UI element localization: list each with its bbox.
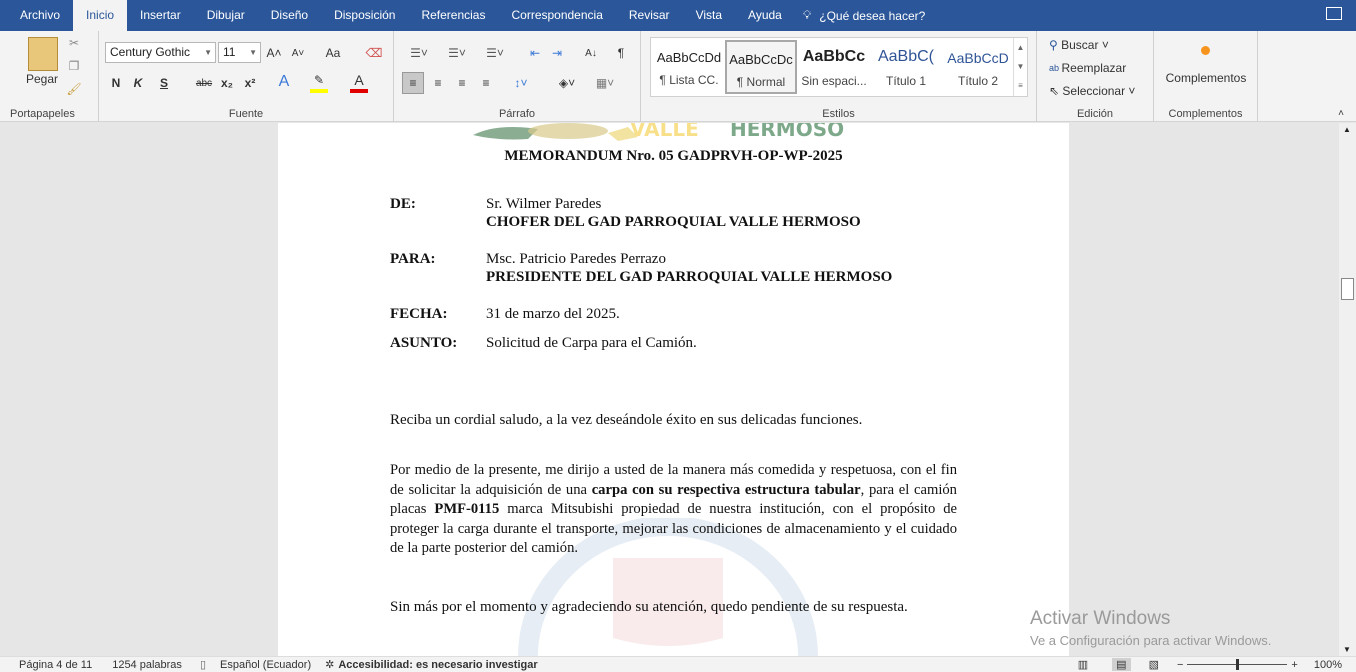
zoom-in-button[interactable]: + bbox=[1291, 658, 1298, 671]
bullets-icon[interactable]: ☰˅ bbox=[410, 46, 428, 60]
web-layout-icon[interactable]: ▧ bbox=[1148, 659, 1159, 671]
tab-inicio[interactable]: Inicio bbox=[73, 0, 127, 31]
styles-scroll[interactable]: ▲ ▼ ≡ bbox=[1013, 38, 1027, 96]
ribbon bbox=[0, 31, 1356, 122]
line-spacing-icon[interactable]: ↕˅ bbox=[514, 76, 528, 90]
style-titulo-2[interactable] bbox=[942, 40, 1014, 94]
style-name: ¶ Lista CC. bbox=[659, 73, 719, 87]
clear-formatting-icon[interactable]: ⌫ bbox=[365, 46, 383, 60]
tab-diseno[interactable]: Diseño bbox=[270, 8, 309, 22]
paste-icon[interactable] bbox=[28, 37, 58, 71]
tell-me-text: ¿Qué desea hacer? bbox=[819, 8, 926, 23]
increase-indent-icon[interactable]: ⇥ bbox=[551, 46, 563, 60]
tab-revisar[interactable]: Revisar bbox=[628, 8, 670, 22]
comments-icon[interactable] bbox=[1326, 7, 1342, 20]
body-text: Por medio de la presente, me dirijo a usted de la manera más comedida y respetuosa, con el fin de solicitar la adquisición de una bbox=[390, 462, 957, 498]
italic-button[interactable]: K bbox=[133, 76, 143, 90]
tab-disposicion[interactable]: Disposición bbox=[334, 8, 396, 22]
font-label: Fuente bbox=[228, 108, 264, 120]
field-label-para: PARA: bbox=[390, 251, 436, 267]
accessibility-icon[interactable]: ✲ bbox=[325, 659, 335, 671]
justify-icon[interactable]: ≡ bbox=[482, 76, 490, 90]
language[interactable]: Español (Ecuador) bbox=[220, 658, 312, 671]
zoom-slider-thumb[interactable] bbox=[1236, 659, 1239, 670]
tab-ayuda[interactable]: Ayuda bbox=[748, 8, 782, 22]
page-count[interactable]: Página 4 de 11 bbox=[19, 658, 93, 671]
body-bold-text: carpa con su respectiva estructura tabular bbox=[591, 481, 861, 498]
body-bold-text: PMF-0115 bbox=[434, 501, 500, 517]
cursor-icon: ⇖ bbox=[1049, 84, 1063, 98]
vertical-scrollbar[interactable] bbox=[1339, 123, 1356, 656]
field-label-asunto: ASUNTO: bbox=[390, 335, 458, 351]
borders-icon[interactable]: ▦˅ bbox=[595, 76, 615, 90]
greeting-paragraph: Reciba un cordial saludo, a la vez deseándole éxito en sus delicadas funciones. bbox=[390, 412, 863, 428]
style-normal[interactable] bbox=[725, 40, 797, 94]
tab-dibujar[interactable]: Dibujar bbox=[206, 8, 245, 22]
numbering-icon[interactable]: ☰˅ bbox=[448, 46, 466, 60]
clipboard-group bbox=[0, 31, 99, 122]
svg-text:HERMOSO: HERMOSO bbox=[730, 123, 845, 141]
underline-button[interactable]: S bbox=[159, 76, 168, 90]
addins-group bbox=[1154, 31, 1258, 122]
collapse-ribbon-icon[interactable]: ˄ bbox=[1338, 107, 1344, 119]
format-painter-icon[interactable]: 🖌︎ bbox=[66, 82, 82, 96]
ribbon-tabs bbox=[0, 0, 1356, 31]
show-formatting-icon[interactable]: ¶ bbox=[617, 46, 625, 60]
editing-group bbox=[1037, 31, 1154, 122]
body-text: marca Mitsubishi propiedad de nuestra institución, con el propósito de proteger la carga durante el transporte, mejorar las condiciones de almacenamiento y el cuidado de la parte posterior del camión. bbox=[390, 501, 957, 556]
text-effects-icon[interactable]: A bbox=[278, 73, 290, 90]
closing-paragraph: Sin más por el momento y agradeciendo su atención, quedo pendiente de su respuesta. bbox=[390, 599, 908, 615]
replace-button[interactable] bbox=[1049, 59, 1126, 77]
addins-icon bbox=[1201, 46, 1210, 55]
field-value-asunto: Solicitud de Carpa para el Camión. bbox=[486, 335, 697, 351]
field-value-fecha: 31 de marzo del 2025. bbox=[486, 306, 620, 322]
decrease-indent-icon[interactable]: ⇤ bbox=[529, 46, 541, 60]
styles-gallery bbox=[650, 37, 1028, 97]
word-count[interactable]: 1254 palabras bbox=[112, 658, 182, 671]
body-paragraph bbox=[390, 461, 957, 559]
align-right-icon[interactable]: ≡ bbox=[458, 76, 466, 90]
highlight-icon[interactable]: ✎ bbox=[310, 71, 328, 93]
lightbulb-icon: 💡︎ bbox=[802, 8, 812, 22]
style-preview: AaBbCcD bbox=[947, 50, 1009, 66]
field-value2-de: CHOFER DEL GAD PARROQUIAL VALLE HERMOSO bbox=[486, 214, 861, 230]
replace-label: Reemplazar bbox=[1061, 61, 1127, 75]
style-sin-espaciado[interactable] bbox=[798, 40, 870, 94]
tab-insertar[interactable]: Insertar bbox=[140, 8, 181, 22]
zoom-level[interactable]: 100% bbox=[1313, 658, 1342, 671]
tab-vista[interactable]: Vista bbox=[695, 8, 723, 22]
field-label-de: DE: bbox=[390, 196, 416, 212]
editing-label: Edición bbox=[1076, 108, 1114, 120]
memo-title: MEMORANDUM Nro. 05 GADPRVH-OP-WP-2025 bbox=[504, 148, 843, 164]
tab-correspondencia[interactable]: Correspondencia bbox=[511, 8, 603, 22]
style-lista-cc[interactable] bbox=[653, 40, 725, 94]
font-name-value: Century Gothic bbox=[110, 45, 191, 59]
activate-windows-subtitle: Ve a Configuración para activar Windows. bbox=[1030, 633, 1272, 648]
tab-archivo[interactable]: Archivo bbox=[20, 8, 61, 22]
chevron-down-icon: ▼ bbox=[204, 48, 212, 57]
style-name: Título 1 bbox=[885, 74, 927, 88]
font-color-icon[interactable]: A bbox=[350, 71, 368, 93]
find-label: Buscar bbox=[1061, 38, 1099, 52]
chevron-down-icon: ▼ bbox=[249, 48, 257, 57]
scroll-down-icon[interactable]: ▼ bbox=[1343, 645, 1351, 654]
align-center-icon[interactable]: ≡ bbox=[434, 76, 442, 90]
style-name: ¶ Normal bbox=[736, 75, 786, 89]
field-value-para: Msc. Patricio Paredes Perrazo bbox=[486, 251, 666, 267]
addins-label: Complementos bbox=[1168, 108, 1243, 120]
cut-icon[interactable]: ✂ bbox=[68, 36, 80, 50]
clipboard-label: Portapapeles bbox=[10, 108, 75, 120]
change-case-button[interactable]: Aa bbox=[325, 46, 341, 60]
search-icon: ⚲ bbox=[1049, 38, 1062, 52]
paragraph-label: Párrafo bbox=[498, 108, 536, 120]
print-layout-icon[interactable]: ▤ bbox=[1112, 658, 1130, 671]
logo-image bbox=[468, 123, 888, 143]
tell-me-search[interactable] bbox=[803, 8, 925, 23]
copy-icon[interactable]: ❐ bbox=[68, 59, 80, 73]
addins-button[interactable]: Complementos bbox=[1165, 71, 1247, 85]
tab-referencias[interactable]: Referencias bbox=[421, 8, 486, 22]
multilevel-list-icon[interactable]: ☰˅ bbox=[486, 46, 504, 60]
shrink-font-icon[interactable]: A˅ bbox=[291, 47, 305, 59]
style-preview: AaBbCc bbox=[802, 48, 866, 65]
proofing-icon[interactable]: ▯ bbox=[199, 659, 206, 671]
replace-icon: ab bbox=[1049, 63, 1062, 73]
shading-icon[interactable]: ◈˅ bbox=[558, 76, 576, 90]
style-name: Sin espaci... bbox=[801, 74, 867, 88]
paste-button[interactable]: Pegar bbox=[25, 72, 59, 86]
select-button[interactable]: ⇖ Seleccionar ˅ bbox=[1049, 84, 1136, 98]
font-size-value: 11 bbox=[223, 45, 236, 59]
align-left-icon[interactable]: ≡ bbox=[402, 72, 424, 94]
scroll-up-icon[interactable]: ▲ bbox=[1343, 125, 1351, 134]
document-page[interactable] bbox=[278, 123, 1069, 656]
style-preview: AaBbCcDd bbox=[656, 50, 722, 65]
field-value-de: Sr. Wilmer Paredes bbox=[486, 196, 602, 212]
svg-text:VALLE: VALLE bbox=[630, 123, 699, 141]
styles-label: Estilos bbox=[822, 108, 855, 120]
strikethrough-button[interactable]: abc bbox=[195, 77, 213, 89]
font-size-select[interactable] bbox=[218, 42, 261, 63]
accessibility-status[interactable]: Accesibilidad: es necesario investigar bbox=[338, 658, 538, 671]
select-label: Seleccionar bbox=[1062, 84, 1126, 98]
style-preview: AaBbC( bbox=[877, 48, 935, 65]
field-label-fecha: FECHA: bbox=[390, 306, 448, 322]
font-group bbox=[99, 31, 394, 122]
activate-windows-title: Activar Windows bbox=[1030, 608, 1171, 629]
read-mode-icon[interactable]: ▥ bbox=[1077, 659, 1089, 671]
scroll-thumb[interactable] bbox=[1341, 278, 1354, 300]
body-text: , para el camión placas bbox=[390, 481, 957, 517]
sort-icon[interactable]: A↓ bbox=[585, 47, 597, 59]
paragraph-group bbox=[394, 31, 641, 122]
zoom-out-button[interactable]: − bbox=[1176, 658, 1184, 671]
status-bar bbox=[0, 656, 1356, 672]
font-name-select[interactable] bbox=[105, 42, 216, 63]
superscript-button[interactable]: x² bbox=[244, 76, 256, 90]
bold-button[interactable]: N bbox=[111, 76, 121, 90]
find-button[interactable]: ⚲ Buscar ˅ bbox=[1049, 38, 1109, 52]
document-area bbox=[0, 123, 1339, 656]
style-preview: AaBbCcDc bbox=[729, 52, 793, 67]
style-titulo-1[interactable] bbox=[870, 40, 942, 94]
style-name: Título 2 bbox=[957, 74, 999, 88]
subscript-button[interactable]: x₂ bbox=[220, 76, 233, 90]
zoom-slider[interactable] bbox=[1187, 664, 1287, 665]
field-value2-para: PRESIDENTE DEL GAD PARROQUIAL VALLE HERMOSO bbox=[486, 269, 893, 285]
grow-font-icon[interactable]: A˄ bbox=[266, 46, 282, 60]
